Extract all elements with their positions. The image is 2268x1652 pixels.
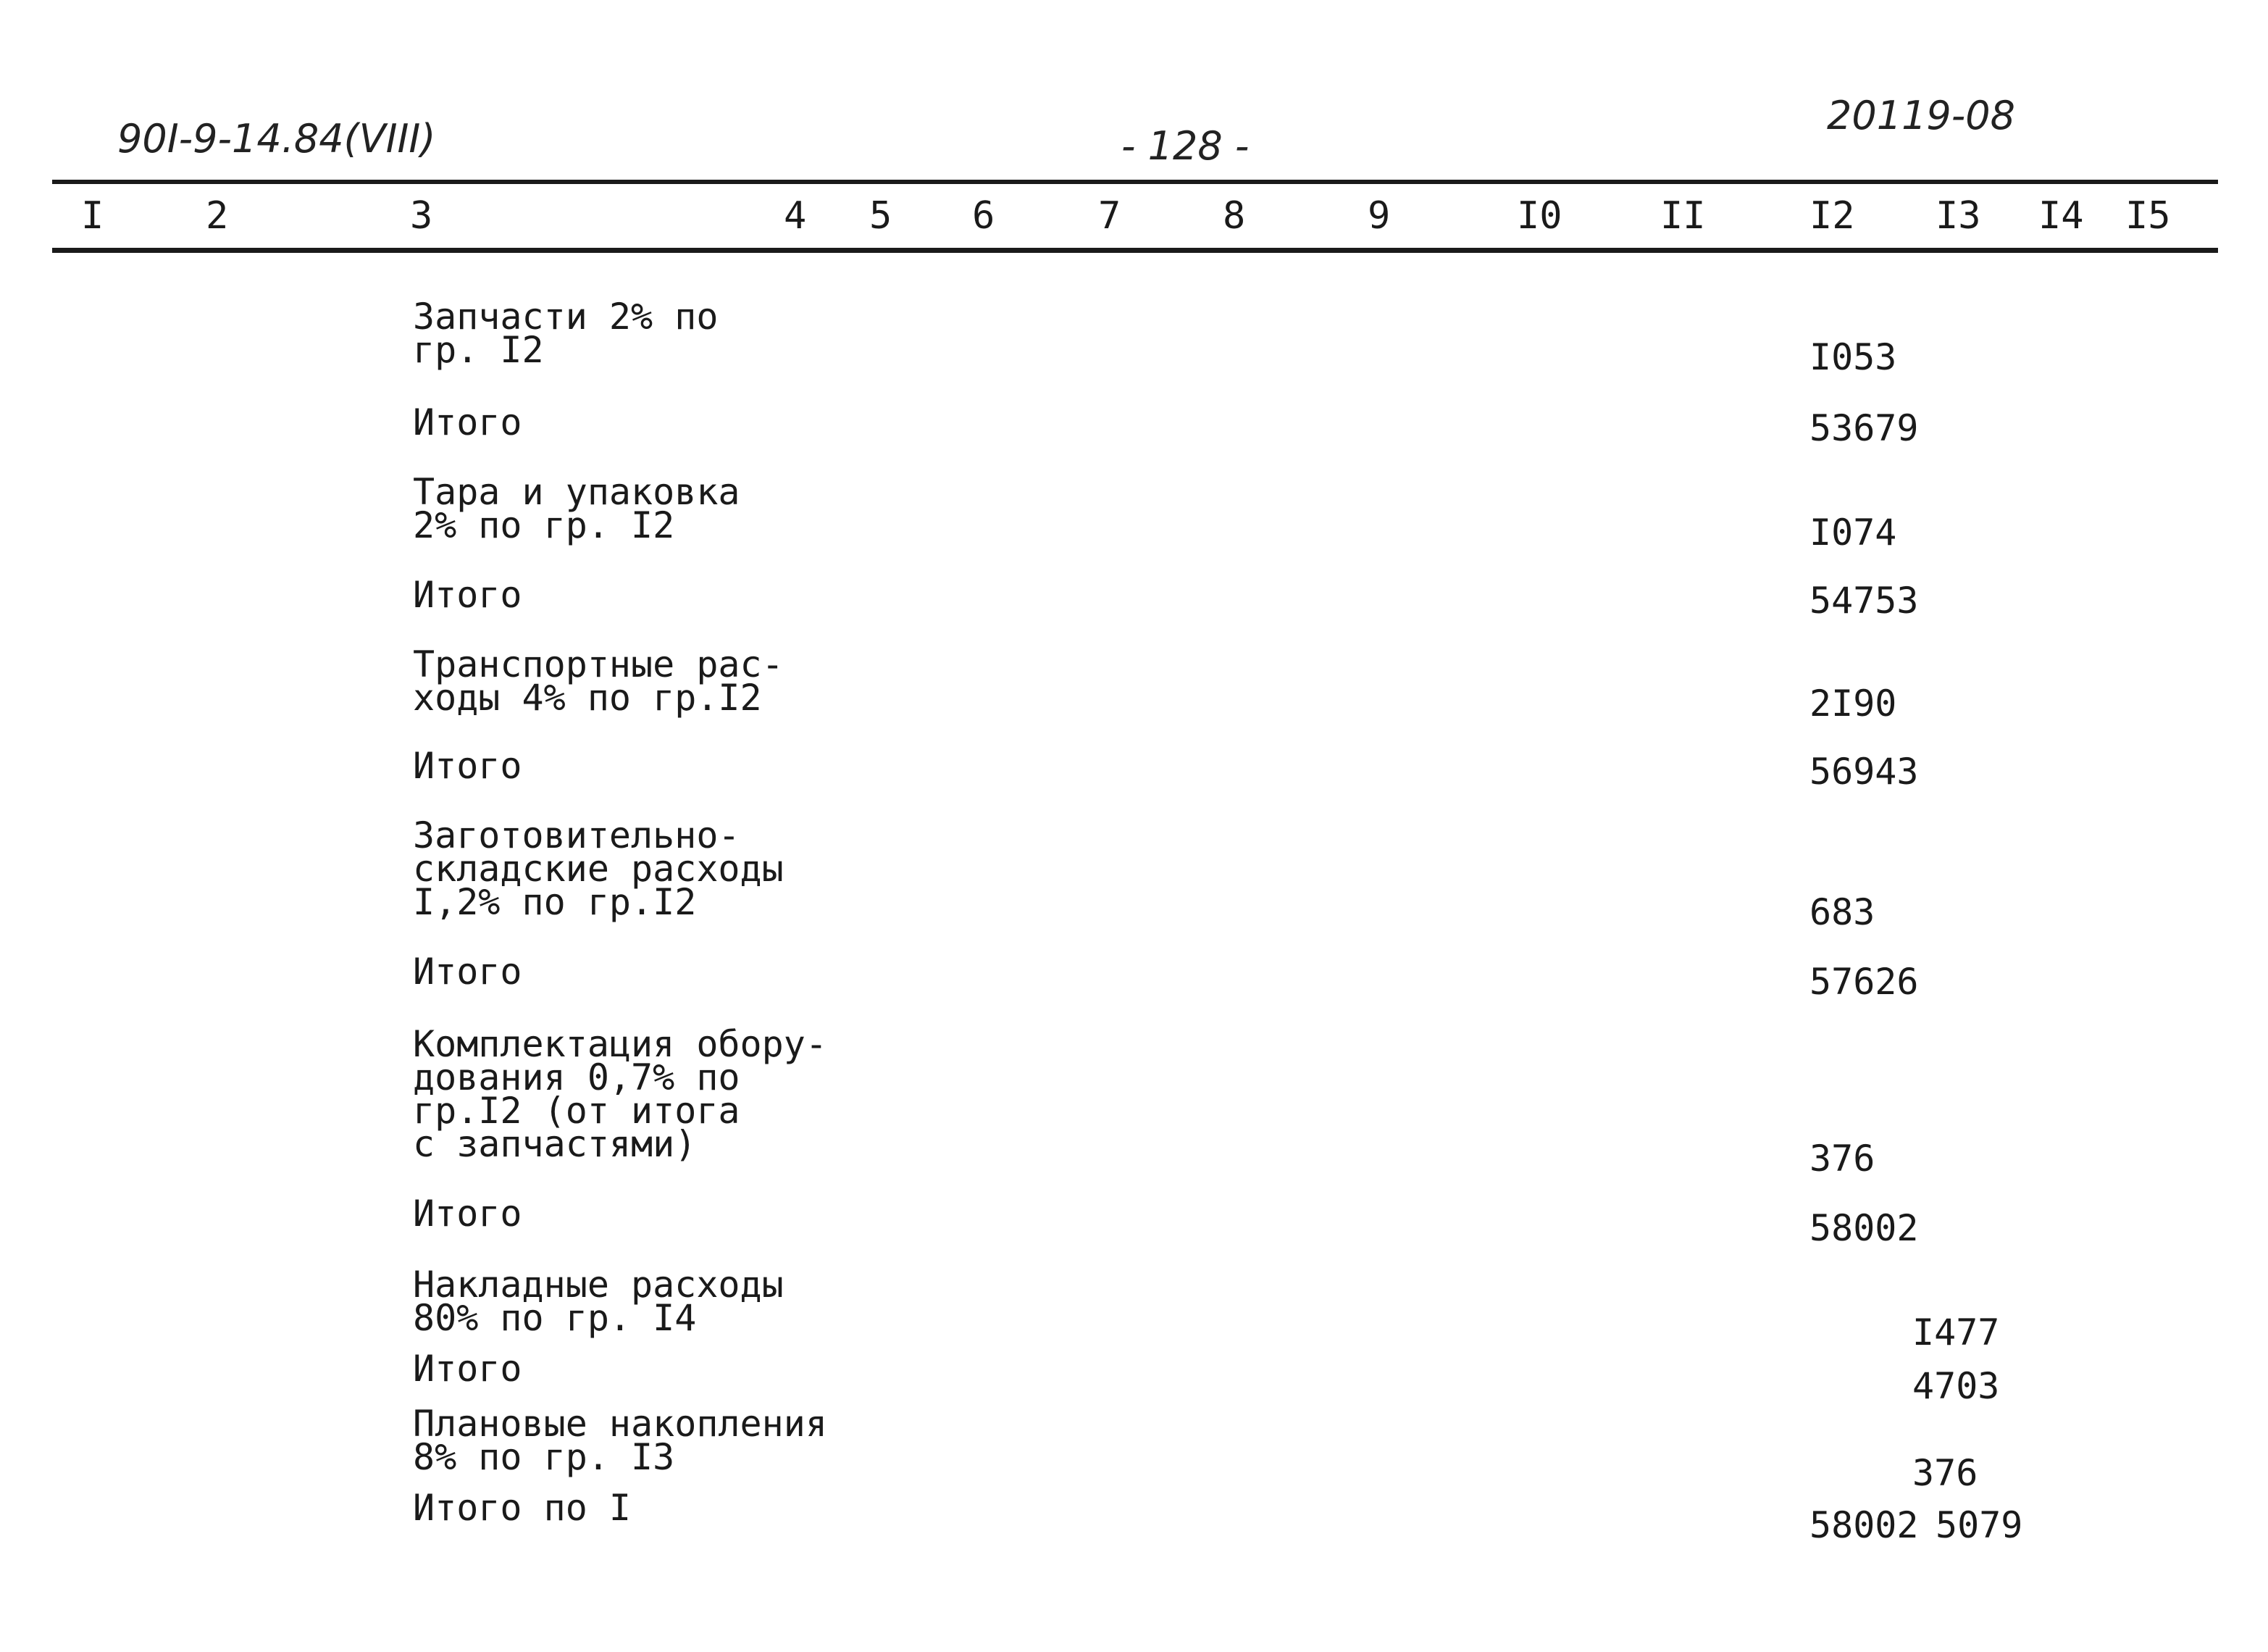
row-value-col12: 57626	[1809, 961, 1919, 1003]
row-value-col12: 2I90	[1809, 683, 1897, 725]
column-header-1: I	[81, 194, 104, 238]
column-header-10: I0	[1517, 194, 1562, 238]
row-label: Накладные расходы 80% по гр. I4	[413, 1264, 784, 1339]
page-number: - 128 -	[1121, 123, 1250, 169]
column-header-15: I5	[2125, 194, 2171, 238]
column-header-4: 4	[784, 194, 807, 238]
column-header-6: 6	[972, 194, 995, 238]
row-label: Запчасти 2% по гр. I2	[413, 296, 719, 371]
row-label: Транспортные рас- ходы 4% по гр.I2	[413, 643, 784, 719]
row-value-col13: I477	[1912, 1311, 2000, 1353]
row-value-col12: 53679	[1809, 407, 1919, 449]
row-label: Итого	[413, 951, 522, 993]
column-header-3: 3	[410, 194, 433, 238]
row-label: Итого	[413, 401, 522, 443]
document-code: 90I-9-14.84(VIII)	[117, 116, 436, 162]
row-value-col12: 683	[1809, 891, 1875, 933]
row-label: Итого	[413, 745, 522, 787]
row-value-col12: I053	[1809, 336, 1897, 378]
column-header-2: 2	[206, 194, 229, 238]
column-header-11: II	[1660, 194, 1706, 238]
row-value-col13: 376	[1912, 1452, 1978, 1494]
row-value-col13: 5079	[1936, 1504, 2023, 1546]
row-label: Заготовительно- складские расходы I,2% по гр.I2	[413, 814, 784, 923]
row-label: Тара и упаковка 2% по гр. I2	[413, 471, 740, 546]
archive-number: 20119-08	[1827, 93, 2015, 138]
row-value-col13: 4703	[1912, 1365, 2000, 1407]
column-header-13: I3	[1936, 194, 1981, 238]
header-rule-bottom	[52, 248, 2218, 253]
row-value-col12: 54753	[1809, 580, 1919, 622]
column-header-7: 7	[1098, 194, 1121, 238]
row-value-col12: 58002	[1809, 1207, 1919, 1249]
column-header-9: 9	[1368, 194, 1391, 238]
column-header-12: I2	[1809, 194, 1855, 238]
row-value-col12: 58002	[1809, 1504, 1919, 1546]
row-value-col12: 376	[1809, 1138, 1875, 1180]
row-label: Комплектация обору- дования 0,7% по гр.I2 (от итога с запчастями)	[413, 1023, 827, 1165]
row-label: Итого по I	[413, 1487, 632, 1529]
column-header-5: 5	[869, 194, 892, 238]
column-header-8: 8	[1223, 194, 1246, 238]
row-label: Итого	[413, 574, 522, 616]
column-header-14: I4	[2038, 194, 2084, 238]
header-rule-top	[52, 180, 2218, 184]
row-label: Плановые накопления 8% по гр. I3	[413, 1403, 827, 1478]
row-value-col12: I074	[1809, 512, 1897, 554]
row-label: Итого	[413, 1193, 522, 1235]
row-label: Итого	[413, 1348, 522, 1390]
row-value-col12: 56943	[1809, 751, 1919, 793]
